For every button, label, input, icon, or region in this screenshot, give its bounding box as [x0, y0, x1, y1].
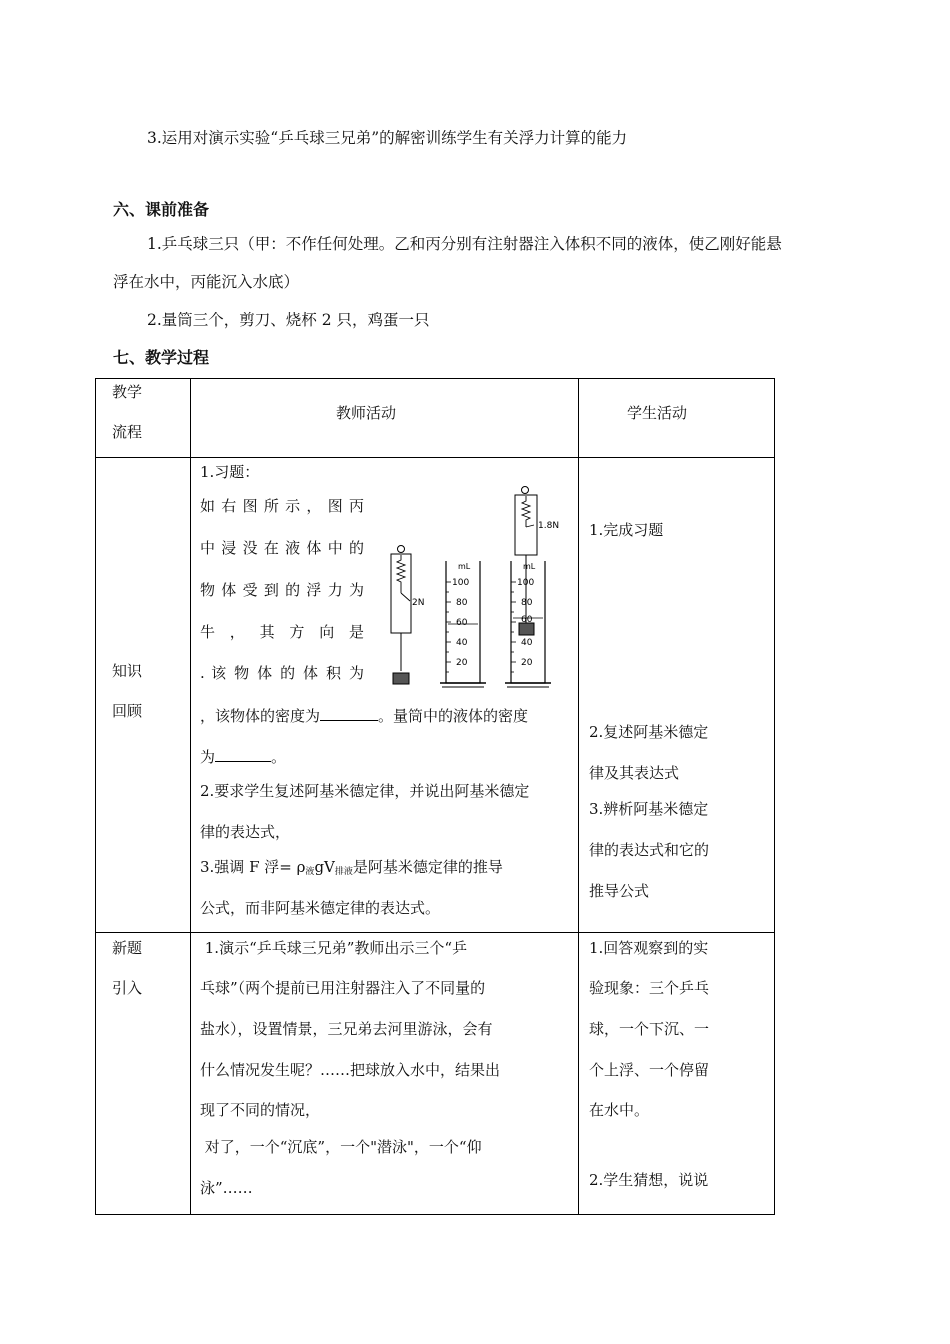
header-process-line-1: 教学: [112, 383, 143, 401]
formula-sub-liquid: 液: [305, 867, 315, 877]
teacher-r2-line-6: 对了，一个“沉底”，一个"潜泳"，一个“仰: [200, 1138, 482, 1156]
student-r1-item-3-line-2: 律的表达式和它的: [589, 841, 710, 859]
exercise-line-4: 牛 ， 其 方 向 是: [200, 623, 364, 641]
teacher-r2-line-4: 什么情况发生呢？……把球放入水中，结果出: [200, 1061, 501, 1079]
formula-sub-displaced: 排液: [334, 867, 353, 877]
teacher-item-3-line-1: [200, 857, 503, 882]
student-r1-item-2-line-1: 2.复述阿基米德定: [589, 723, 709, 741]
teacher-r2-line-5: 现了不同的情况，: [200, 1101, 321, 1119]
measuring-cylinder-b: [440, 561, 486, 687]
liquid-density-blank: [215, 747, 271, 762]
teacher-r2-line-1: 1.演示“乒乓球三兄弟”教师出示三个“乒: [200, 939, 468, 957]
student-r1-item-2-line-2: 律及其表达式: [589, 764, 680, 782]
teacher-item-2-line-1: 2.要求学生复述阿基米德定律，并说出阿基米德定: [200, 782, 530, 800]
student-r1-item-3-line-3: 推导公式: [589, 882, 650, 900]
measuring-cylinder-c: [505, 561, 551, 687]
section-6-heading: 六、课前准备: [113, 200, 210, 219]
exercise-line-6-a: ，该物体的密度为: [200, 707, 321, 725]
cylinder-b-tick-60: 60: [456, 618, 468, 628]
spring-scale-c-reading: 1.8N: [538, 521, 560, 531]
row1-stage-line-2: 回顾: [112, 702, 143, 720]
teacher-item-3-line-2: 公式，而非阿基米德定律的表达式。: [200, 899, 441, 917]
section-6-item-1-line-2: 浮在水中，丙能沉入水底）: [113, 273, 300, 291]
teacher-r2-line-3: 盐水），设置情景，三兄弟去河里游泳，会有: [200, 1020, 493, 1038]
density-blank: [320, 706, 378, 721]
exercise-line-5: . 该 物 体 的 体 积 为: [200, 664, 364, 682]
row2-stage-line-2: 引入: [112, 979, 143, 997]
cylinder-b-tick-80: 80: [456, 598, 468, 608]
cylinder-c-tick-60: 60: [521, 615, 533, 625]
intro-item-3: 3.运用对演示实验“乒乓球三兄弟”的解密训练学生有关浮力计算的能力: [147, 129, 628, 147]
cylinder-b-tick-40: 40: [456, 638, 468, 648]
section-6-item-2: 2.量筒三个，剪刀、烧杯 2 只，鸡蛋一只: [147, 311, 430, 329]
teacher-r2-line-2: 乓球”（两个提前已用注射器注入了不同量的: [200, 979, 486, 997]
teacher-item-2-line-2: 律的表达式，: [200, 823, 291, 841]
section-7-heading: 七、教学过程: [113, 348, 210, 367]
section-6-item-1-line-1: 1.乒乓球三只（甲：不作任何处理。乙和丙分别有注射器注入体积不同的液体，使乙刚好能悬: [147, 235, 782, 253]
spring-scale-a: [391, 546, 424, 685]
exercise-line-7-a: 为: [200, 748, 216, 766]
student-r2-line-2: 验现象：三个乒乓: [589, 979, 710, 997]
exercise-line-3: 物体受到的浮力为: [200, 581, 364, 599]
header-teacher-activity: 教师活动: [336, 404, 397, 422]
exercise-line-1: 如右图所示，图丙: [200, 497, 364, 515]
exercise-line-6-b: 。量筒中的液体的密度: [378, 707, 529, 725]
cylinder-c-tick-20: 20: [521, 658, 533, 668]
cylinder-c-tick-40: 40: [521, 638, 533, 648]
student-r1-item-3-line-1: 3.辨析阿基米德定: [589, 800, 709, 818]
exercise-line-7: [200, 747, 286, 767]
formula-prefix: 3.强调 F 浮= ρ: [200, 858, 306, 876]
student-r2-line-6: 2.学生猜想，说说: [589, 1171, 709, 1189]
cylinder-c-tick-100: 100: [517, 578, 535, 588]
row1-stage-line-1: 知识: [112, 662, 143, 680]
student-r1-item-1: 1.完成习题: [589, 521, 664, 539]
exercise-line-2: 中浸没在液体中的: [200, 539, 364, 557]
student-r2-line-3: 球，一个下沉、一: [589, 1020, 710, 1038]
cylinder-b-tick-20: 20: [456, 658, 468, 668]
cylinder-b-tick-100: 100: [452, 578, 470, 588]
exercise-line-6: [200, 706, 528, 726]
header-process-line-2: 流程: [112, 423, 143, 441]
cylinder-c-unit: mL: [523, 562, 536, 571]
teacher-r2-line-7: 泳”……: [200, 1179, 253, 1197]
formula-suffix: 是阿基米德定律的推导: [352, 858, 503, 876]
spring-scale-figure: [372, 485, 572, 690]
spring-scale-a-reading: 2N: [412, 598, 425, 608]
cylinder-c-tick-80: 80: [521, 598, 533, 608]
cylinder-b-unit: mL: [458, 562, 471, 571]
exercise-title: 1.习题：: [200, 463, 260, 481]
student-r2-line-4: 个上浮、一个停留: [589, 1061, 710, 1079]
exercise-line-7-b: 。: [271, 748, 287, 766]
header-student-activity: 学生活动: [627, 404, 688, 422]
student-r2-line-5: 在水中。: [589, 1101, 650, 1119]
student-r2-line-1: 1.回答观察到的实: [589, 939, 709, 957]
row2-stage-line-1: 新题: [112, 939, 143, 957]
formula-gv: gV: [314, 858, 335, 876]
